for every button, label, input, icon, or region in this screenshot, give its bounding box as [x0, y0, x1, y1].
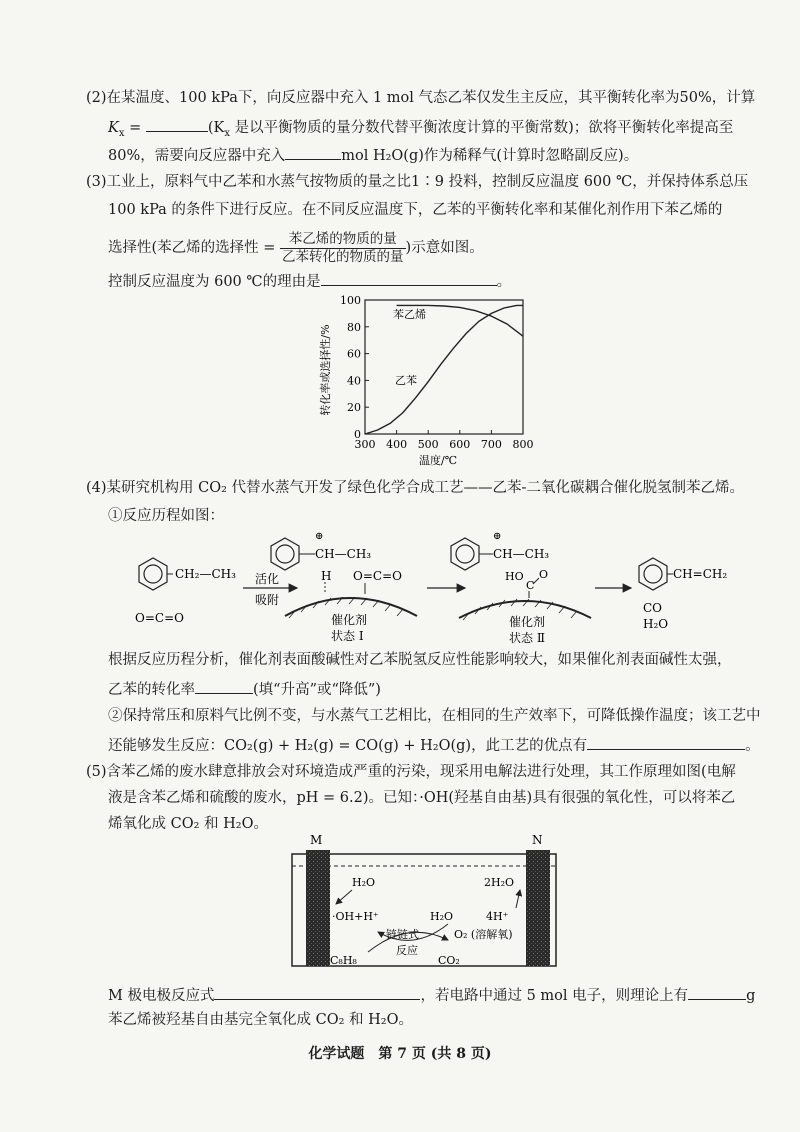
carbocation-charge-1: ⊕ — [315, 531, 324, 542]
n-product-h2o: 2H₂O — [484, 876, 515, 889]
q5-line5: 苯乙烯被羟基自由基完全氧化成 CO₂ 和 H₂O。 — [108, 1012, 413, 1028]
selectivity-fraction — [280, 231, 406, 266]
co2-adsorbed: O=C=O — [353, 569, 402, 583]
electrode-m — [306, 850, 330, 966]
answer-blank-mass[interactable] — [688, 984, 746, 1000]
product-co: CO — [643, 601, 663, 615]
q3-line4-end: 。 — [496, 274, 512, 290]
q4-line1: (4)某研究机构用 CO₂ 代替水蒸气开发了绿色化学合成工艺——乙苯-二氧化碳耦合催化脱氢制苯乙烯。 — [86, 480, 744, 496]
hoco-o: O — [539, 568, 549, 581]
series-label-styrene: 苯乙烯 — [393, 308, 426, 321]
chain-reaction-label-2: 反应 — [396, 944, 418, 957]
q4-line4-text: 乙苯的转化率 — [108, 682, 195, 698]
x-tick-label: 600 — [449, 438, 471, 451]
y-tick-label: 20 — [347, 401, 361, 415]
dissolved-o2: O₂ (溶解氧) — [454, 928, 513, 941]
benzene-ring-2 — [271, 538, 299, 570]
q3-line3-text-b: )示意如图。 — [405, 240, 484, 256]
ethyl-group: CH₂—CH₃ — [175, 567, 236, 581]
q5-line3: 烯氧化成 CO₂ 和 H₂O。 — [108, 816, 268, 832]
fraction-numerator: 苯乙烯的物质的量 — [280, 231, 406, 249]
kx-note-sub: x — [224, 127, 230, 139]
answer-blank-m-electrode[interactable] — [214, 984, 420, 1000]
q4-line6-end: 。 — [745, 738, 760, 754]
state-label-1: 状态 Ⅰ — [331, 629, 364, 643]
y-tick-label: 40 — [347, 374, 361, 388]
co2-reactant: O=C=O — [135, 611, 184, 625]
y-tick-label: 80 — [347, 320, 361, 334]
q4-line5: ②保持常压和原料气比例不变，与水蒸气工艺相比，在相同的生产效率下，可降低操作温度；该工艺中 — [108, 708, 761, 724]
kx-note-open: (K — [207, 120, 225, 136]
y-tick-label: 60 — [347, 347, 361, 361]
q2-line3-text-b: mol H₂O(g)作为稀释气(计算时忽略副反应)。 — [341, 148, 639, 164]
x-tick-label: 800 — [512, 438, 534, 451]
m-product-oh-h: ·OH+H⁺ — [332, 910, 379, 923]
benzene-ring-4 — [639, 558, 667, 590]
answer-blank-h2o[interactable] — [285, 144, 341, 160]
answer-blank-kx[interactable] — [146, 116, 208, 132]
q5-line4-text-b: ，若电路中通过 5 mol 电子，则理论上有 — [420, 988, 689, 1004]
y-tick-label: 100 — [340, 294, 361, 307]
catalyst-label-2: 催化剂 — [509, 615, 546, 629]
x-tick-label: 500 — [417, 438, 439, 451]
q2-line3-text-a: 80%，需要向反应器中充入 — [108, 148, 286, 164]
series-label-ethylbenzene: 乙苯 — [395, 374, 417, 387]
q2-line3 — [108, 144, 638, 166]
q3-line2: 100 kPa 的条件下进行反应。在不同反应温度下，乙苯的平衡转化率和某催化剂作用下苯乙烯的 — [108, 202, 723, 218]
q3-line1: (3)工业上，原料气中乙苯和水蒸气按物质的量之比1∶9 投料，控制反应温度 600 ℃，并保持体系总压 — [86, 174, 749, 190]
q3-line3-text-a: 选择性(苯乙烯的选择性 = — [108, 240, 281, 256]
arrow-label-activate: 活化 — [255, 572, 280, 586]
carbocation-charge-2: ⊕ — [493, 531, 502, 542]
electrolysis-cell-diagram — [288, 832, 568, 972]
benzene-ring-3 — [451, 538, 479, 570]
answer-blank-600c-reason[interactable] — [321, 270, 497, 286]
q4-line4-hint: (填“升高”或“降低”) — [253, 682, 381, 698]
q5-line2: 液是含苯乙烯和硫酸的废水，pH = 6.2)。已知：·OH(羟基自由基)具有很强的氧化性，可以将苯乙 — [108, 790, 736, 806]
electrode-n — [526, 850, 550, 966]
styrene-vinyl-group: CH=CH₂ — [673, 567, 728, 581]
catalyst-label-1: 催化剂 — [331, 613, 368, 627]
answer-blank-conversion[interactable] — [195, 678, 253, 694]
chart-x-axis-label: 温度/℃ — [418, 454, 458, 467]
benzene-ring-1 — [139, 558, 167, 590]
hoco-ho: HO — [505, 570, 524, 583]
chain-reaction-label-1: 链链式 — [386, 928, 419, 941]
carbocation-state2: CH—CH₃ — [493, 547, 550, 561]
styrene-formula: C₈H₈ — [330, 954, 357, 967]
n-reactant-h: 4H⁺ — [486, 910, 509, 923]
mid-h2o: H₂O — [430, 910, 454, 923]
equals-sign: = — [124, 120, 146, 136]
q5-line4-unit: g — [746, 988, 756, 1004]
q5-line4-text-a: M 极电极反应式 — [108, 988, 215, 1004]
state-label-2: 状态 Ⅱ — [509, 631, 545, 645]
page-footer: 化学试题 第 7 页 (共 8 页) — [308, 1046, 492, 1062]
conversion-selectivity-chart — [315, 288, 545, 468]
q3-line4-text: 控制反应温度为 600 ℃的理由是 — [108, 274, 321, 290]
q5-line4 — [108, 984, 755, 1006]
reaction-mechanism-diagram — [125, 528, 785, 646]
answer-blank-advantages[interactable] — [587, 734, 745, 750]
q4-line6 — [108, 734, 760, 756]
fraction-denominator: 乙苯转化的物质的量 — [282, 248, 404, 265]
electrode-m-label: M — [310, 833, 323, 847]
q4-line3: 根据反应历程分析，催化剂表面酸碱性对乙苯脱氢反应性能影响较大，如果催化剂表面碱性太强， — [108, 652, 732, 668]
product-h2o: H₂O — [643, 617, 669, 631]
x-tick-label: 400 — [386, 438, 408, 451]
q5-line1: (5)含苯乙烯的废水肆意排放会对环境造成严重的污染，现采用电解法进行处理，其工作原理如图(电解 — [86, 764, 736, 780]
q3-line3 — [108, 228, 484, 268]
carbocation-state1: CH—CH₃ — [315, 547, 372, 561]
co2-product: CO₂ — [438, 954, 460, 967]
q2-line1: (2)在某温度、100 kPa下，向反应器中充入 1 mol 气态乙苯仅发生主反应，其平衡转化率为50%，计算 — [86, 90, 756, 106]
kx-note-text: 是以平衡物质的量分数代替平衡浓度计算的平衡常数)；欲将平衡转化率提高至 — [230, 120, 734, 136]
q4-line4 — [108, 678, 381, 700]
kx-subscript: x — [118, 127, 125, 139]
series-line-ethylbenzene — [365, 305, 523, 434]
electrode-n-label: N — [532, 833, 543, 847]
q2-line2 — [108, 116, 733, 144]
h-atom: H — [321, 569, 332, 583]
kx-symbol: K — [108, 120, 119, 136]
arrow-label-adsorb: 吸附 — [255, 593, 280, 607]
x-tick-label: 300 — [354, 438, 376, 451]
q4-line6-text: 还能够发生反应：CO₂(g) + H₂(g) = CO(g) + H₂O(g)，此工艺的优点有 — [108, 738, 588, 754]
chart-y-axis-label: 转化率或选择性/% — [319, 324, 332, 416]
y-tick-label: 0 — [354, 428, 361, 441]
q4-line2: ①反应历程如图： — [108, 508, 224, 524]
x-tick-label: 700 — [480, 438, 502, 451]
hoco-c: C — [526, 579, 535, 592]
m-reactant-h2o: H₂O — [352, 876, 376, 889]
